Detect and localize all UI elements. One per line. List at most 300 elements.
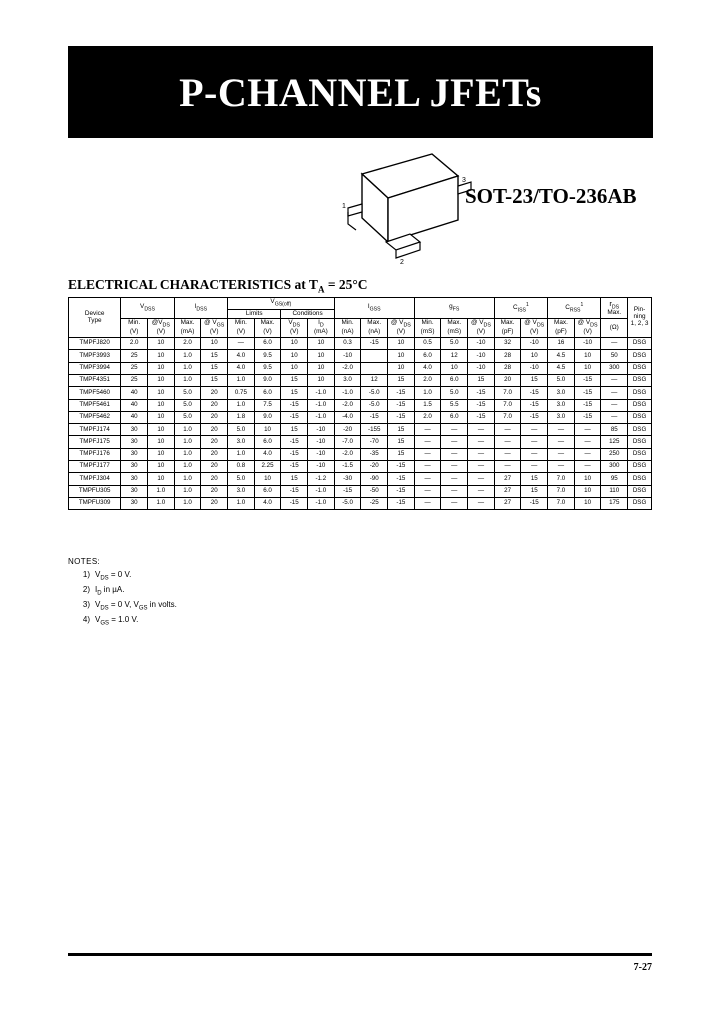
spec-cell: 4.5 bbox=[548, 350, 575, 362]
spec-cell: 40 bbox=[121, 411, 148, 423]
subheader-cell-16: Max. (pF) bbox=[548, 319, 575, 338]
header-ciss-sym: C bbox=[513, 303, 518, 311]
spec-cell: 10 bbox=[148, 338, 175, 350]
spec-cell: — bbox=[521, 436, 548, 448]
spec-cell: -15 bbox=[281, 461, 308, 473]
spec-cell: 110 bbox=[601, 485, 628, 497]
spec-cell: — bbox=[468, 497, 495, 509]
spec-cell: 10 bbox=[148, 436, 175, 448]
spec-cell: 10 bbox=[388, 350, 415, 362]
spec-cell: 1.0 bbox=[174, 461, 201, 473]
spec-cell: — bbox=[601, 399, 628, 411]
spec-cell: 7.0 bbox=[548, 485, 575, 497]
spec-cell: 6.0 bbox=[254, 387, 281, 399]
spec-cell: 16 bbox=[548, 338, 575, 350]
table-row bbox=[69, 399, 652, 411]
subheader-cell-6: $V_{DS}$ (V) bbox=[281, 319, 308, 338]
spec-cell: 10 bbox=[148, 362, 175, 374]
spec-cell: 7.0 bbox=[548, 473, 575, 485]
spec-cell: 10 bbox=[254, 473, 281, 485]
header-pinning bbox=[628, 298, 652, 338]
table-row bbox=[69, 374, 652, 386]
spec-cell: 5.0 bbox=[174, 411, 201, 423]
table-row bbox=[69, 485, 652, 497]
note-item-1 bbox=[68, 571, 177, 582]
spec-cell: -15 bbox=[574, 374, 601, 386]
spec-cell: -1.0 bbox=[334, 387, 361, 399]
spec-cell: 300 bbox=[601, 362, 628, 374]
device-type-cell: TMPF5460 bbox=[69, 387, 121, 399]
spec-cell: -15 bbox=[388, 485, 415, 497]
spec-cell: 1.0 bbox=[174, 424, 201, 436]
spec-cell: -15 bbox=[521, 387, 548, 399]
spec-cell: 5.0 bbox=[228, 424, 255, 436]
spec-cell: — bbox=[521, 424, 548, 436]
spec-cell: 9.0 bbox=[254, 411, 281, 423]
spec-cell: — bbox=[574, 448, 601, 460]
spec-cell: -15 bbox=[521, 497, 548, 509]
electrical-characteristics-table bbox=[68, 297, 652, 510]
spec-cell: — bbox=[601, 338, 628, 350]
subheader-cell-12: Max. (mS) bbox=[441, 319, 468, 338]
subheader-cell-15: @ $V_{DS}$ (V) bbox=[521, 319, 548, 338]
spec-cell: — bbox=[414, 485, 441, 497]
spec-cell: 20 bbox=[494, 374, 521, 386]
header-crss-sub: RSS bbox=[569, 307, 581, 314]
spec-cell: 12 bbox=[361, 374, 388, 386]
spec-cell: 5.0 bbox=[228, 473, 255, 485]
spec-cell: 10 bbox=[148, 411, 175, 423]
spec-cell: 10 bbox=[148, 448, 175, 460]
header-igss bbox=[334, 298, 414, 319]
table-header-row-3 bbox=[69, 319, 652, 338]
spec-cell: — bbox=[414, 436, 441, 448]
electrical-characteristics-table-wrap bbox=[68, 297, 652, 510]
spec-cell: 20 bbox=[201, 485, 228, 497]
spec-cell: 10 bbox=[388, 362, 415, 374]
spec-cell: 1.5 bbox=[414, 399, 441, 411]
spec-cell: 9.0 bbox=[254, 374, 281, 386]
spec-cell: — bbox=[414, 448, 441, 460]
spec-cell: 3.0 bbox=[228, 436, 255, 448]
spec-cell: 10 bbox=[148, 374, 175, 386]
spec-cell: 15 bbox=[521, 374, 548, 386]
spec-cell: — bbox=[441, 461, 468, 473]
subheader-cell-9: Max. (nA) bbox=[361, 319, 388, 338]
table-row bbox=[69, 497, 652, 509]
spec-cell: 10 bbox=[281, 350, 308, 362]
header-idss bbox=[174, 298, 227, 319]
table-row bbox=[69, 448, 652, 460]
spec-cell: — bbox=[414, 461, 441, 473]
spec-cell: — bbox=[468, 436, 495, 448]
spec-cell: -20 bbox=[334, 424, 361, 436]
spec-cell: 6.0 bbox=[441, 411, 468, 423]
spec-cell: 2.0 bbox=[174, 338, 201, 350]
header-pinning-l1: Pin- bbox=[633, 306, 646, 314]
table-row bbox=[69, 338, 652, 350]
spec-cell: 9.5 bbox=[254, 362, 281, 374]
spec-cell: — bbox=[521, 448, 548, 460]
spec-cell: — bbox=[468, 448, 495, 460]
pinning-cell: DSG bbox=[628, 424, 652, 436]
spec-cell: 30 bbox=[121, 448, 148, 460]
spec-cell: -10 bbox=[468, 338, 495, 350]
spec-cell: 1.0 bbox=[174, 473, 201, 485]
spec-cell bbox=[361, 350, 388, 362]
spec-cell: 30 bbox=[121, 473, 148, 485]
note-1-text: $V_{DS} = 0$ V. bbox=[95, 569, 132, 582]
spec-cell: 7.0 bbox=[494, 387, 521, 399]
spec-cell: 95 bbox=[601, 473, 628, 485]
spec-cell: -30 bbox=[334, 473, 361, 485]
pinning-cell: DSG bbox=[628, 411, 652, 423]
spec-cell: -90 bbox=[361, 473, 388, 485]
header-bvgss bbox=[121, 298, 174, 319]
header-gfs bbox=[414, 298, 494, 319]
spec-cell: — bbox=[468, 424, 495, 436]
spec-cell: 27 bbox=[494, 473, 521, 485]
spec-cell: 125 bbox=[601, 436, 628, 448]
pinning-cell: DSG bbox=[628, 374, 652, 386]
spec-cell: — bbox=[414, 497, 441, 509]
device-type-cell: TMPF5461 bbox=[69, 399, 121, 411]
header-rds-max: Max. bbox=[607, 309, 622, 317]
spec-cell: 15 bbox=[281, 387, 308, 399]
pin-3-number: 3 bbox=[462, 177, 466, 184]
device-type-cell: TMPFJ820 bbox=[69, 338, 121, 350]
spec-cell: 5.5 bbox=[441, 399, 468, 411]
spec-cell: -15 bbox=[281, 497, 308, 509]
section-heading bbox=[68, 277, 368, 295]
spec-cell: -15 bbox=[361, 338, 388, 350]
header-pinning-l3: 1, 2, 3 bbox=[630, 319, 649, 327]
note-item-2 bbox=[68, 586, 177, 597]
spec-cell: -1.0 bbox=[308, 485, 335, 497]
spec-cell: 6.0 bbox=[254, 485, 281, 497]
spec-cell: 6.0 bbox=[254, 436, 281, 448]
spec-cell: -20 bbox=[361, 461, 388, 473]
spec-cell: 1.8 bbox=[228, 411, 255, 423]
subheader-cell-0: Min. (V) bbox=[121, 319, 148, 338]
table-body bbox=[69, 338, 652, 510]
note-4-number: 4) bbox=[82, 614, 90, 624]
header-vgsoff bbox=[228, 298, 335, 310]
spec-cell: -2.0 bbox=[334, 399, 361, 411]
spec-cell: -10 bbox=[308, 436, 335, 448]
device-type-cell: TMPF3994 bbox=[69, 362, 121, 374]
spec-cell: 7.0 bbox=[548, 497, 575, 509]
spec-cell: -15 bbox=[574, 411, 601, 423]
spec-cell: -15 bbox=[281, 411, 308, 423]
spec-cell: 2.0 bbox=[121, 338, 148, 350]
spec-cell: -10 bbox=[308, 424, 335, 436]
subheader-cell-7: $I_D$ (mA) bbox=[308, 319, 335, 338]
spec-cell: 1.0 bbox=[148, 497, 175, 509]
spec-cell: -15 bbox=[521, 399, 548, 411]
spec-cell: — bbox=[574, 424, 601, 436]
header-crss bbox=[548, 298, 601, 319]
spec-cell: 7.0 bbox=[494, 399, 521, 411]
spec-cell: 30 bbox=[121, 485, 148, 497]
pinning-cell: DSG bbox=[628, 338, 652, 350]
spec-cell: 4.0 bbox=[254, 497, 281, 509]
spec-cell: 10 bbox=[521, 350, 548, 362]
header-rds-sub: DS bbox=[611, 303, 620, 310]
pinning-cell: DSG bbox=[628, 387, 652, 399]
pinning-cell: DSG bbox=[628, 399, 652, 411]
note-3-text: $V_{DS} = 0$ V, $V_{GS}$ in volts. bbox=[95, 599, 177, 612]
footer-rule bbox=[68, 953, 652, 956]
spec-cell: 3.0 bbox=[334, 374, 361, 386]
pinning-cell: DSG bbox=[628, 461, 652, 473]
spec-cell: 28 bbox=[494, 350, 521, 362]
table-row bbox=[69, 362, 652, 374]
spec-cell: 50 bbox=[601, 350, 628, 362]
header-gfs-sym: g bbox=[449, 302, 453, 310]
spec-cell: — bbox=[468, 485, 495, 497]
table-row bbox=[69, 411, 652, 423]
subheader-cell-13: @ $V_{DS}$ (V) bbox=[468, 319, 495, 338]
spec-cell: 25 bbox=[121, 362, 148, 374]
spec-cell: 32 bbox=[494, 338, 521, 350]
spec-cell: — bbox=[441, 497, 468, 509]
spec-cell: -1.0 bbox=[308, 411, 335, 423]
spec-cell: 20 bbox=[201, 387, 228, 399]
pinning-cell: DSG bbox=[628, 485, 652, 497]
device-type-cell: TMPFJ177 bbox=[69, 461, 121, 473]
spec-cell: 10 bbox=[281, 362, 308, 374]
spec-cell: 10 bbox=[148, 473, 175, 485]
header-bvgss-sym: V bbox=[140, 302, 145, 310]
package-illustration-area bbox=[340, 146, 660, 266]
spec-cell: -15 bbox=[388, 387, 415, 399]
spec-cell: 20 bbox=[201, 448, 228, 460]
header-crss-sym: C bbox=[565, 303, 570, 311]
spec-cell: 1.0 bbox=[174, 497, 201, 509]
spec-cell: -15 bbox=[388, 461, 415, 473]
spec-cell: 10 bbox=[574, 473, 601, 485]
header-idss-sub: DSS bbox=[196, 306, 208, 313]
spec-cell: — bbox=[548, 448, 575, 460]
spec-cell: — bbox=[228, 338, 255, 350]
spec-cell: 20 bbox=[201, 473, 228, 485]
spec-cell: 10 bbox=[574, 362, 601, 374]
spec-cell: — bbox=[521, 461, 548, 473]
header-device-line1: Device bbox=[84, 309, 105, 317]
header-vgsoff-conditions: Conditions bbox=[281, 309, 334, 319]
page-number: 7-27 bbox=[633, 962, 652, 973]
spec-cell: -10 bbox=[308, 448, 335, 460]
spec-cell: -5.0 bbox=[334, 497, 361, 509]
spec-cell: 9.5 bbox=[254, 350, 281, 362]
spec-cell: -70 bbox=[361, 436, 388, 448]
spec-cell: 40 bbox=[121, 387, 148, 399]
spec-cell: — bbox=[601, 387, 628, 399]
device-type-cell: TMPF3993 bbox=[69, 350, 121, 362]
notes-block bbox=[68, 558, 177, 626]
spec-cell: 10 bbox=[148, 424, 175, 436]
spec-cell: 10 bbox=[388, 338, 415, 350]
table-row bbox=[69, 461, 652, 473]
spec-cell: 5.0 bbox=[441, 338, 468, 350]
spec-cell: 1.0 bbox=[228, 374, 255, 386]
spec-cell: -15 bbox=[361, 411, 388, 423]
spec-cell: 15 bbox=[521, 485, 548, 497]
note-1-number: 1) bbox=[82, 569, 90, 579]
spec-cell: 40 bbox=[121, 399, 148, 411]
spec-cell: 0.5 bbox=[414, 338, 441, 350]
spec-cell: -1.0 bbox=[308, 497, 335, 509]
page-title-banner bbox=[68, 46, 653, 138]
spec-cell: -15 bbox=[388, 473, 415, 485]
spec-cell: 7.0 bbox=[494, 411, 521, 423]
spec-cell: 30 bbox=[121, 497, 148, 509]
header-ciss-sub: ISS bbox=[517, 307, 527, 314]
subheader-cell-11: Min. (mS) bbox=[414, 319, 441, 338]
spec-cell: — bbox=[494, 448, 521, 460]
spec-cell: 20 bbox=[201, 424, 228, 436]
spec-cell: 15 bbox=[521, 473, 548, 485]
spec-cell: 4.0 bbox=[228, 362, 255, 374]
spec-cell: 15 bbox=[388, 424, 415, 436]
subheader-cell-3: @ $V_{GS}$ (V) bbox=[201, 319, 228, 338]
spec-cell: 6.0 bbox=[441, 374, 468, 386]
spec-cell: 10 bbox=[254, 424, 281, 436]
spec-cell: 1.0 bbox=[174, 436, 201, 448]
spec-cell: — bbox=[441, 473, 468, 485]
device-type-cell: TMPFU309 bbox=[69, 497, 121, 509]
subheader-cell-18: (Ω) bbox=[601, 319, 628, 338]
spec-cell bbox=[361, 362, 388, 374]
spec-cell: -15 bbox=[281, 448, 308, 460]
spec-cell: -10 bbox=[521, 362, 548, 374]
spec-cell: -15 bbox=[281, 436, 308, 448]
spec-cell: 0.3 bbox=[334, 338, 361, 350]
spec-cell: 1.0 bbox=[148, 485, 175, 497]
spec-cell: 10 bbox=[148, 387, 175, 399]
spec-cell: 25 bbox=[121, 350, 148, 362]
spec-cell: 15 bbox=[281, 473, 308, 485]
spec-cell: -10 bbox=[334, 350, 361, 362]
note-3-number: 3) bbox=[82, 599, 90, 609]
spec-cell: 10 bbox=[308, 350, 335, 362]
device-type-cell: TMPFJ176 bbox=[69, 448, 121, 460]
header-device bbox=[69, 298, 121, 338]
spec-cell: — bbox=[441, 436, 468, 448]
spec-cell: 15 bbox=[468, 374, 495, 386]
spec-cell: 10 bbox=[308, 374, 335, 386]
spec-cell: 10 bbox=[148, 399, 175, 411]
spec-cell: 250 bbox=[601, 448, 628, 460]
spec-cell: -1.0 bbox=[308, 399, 335, 411]
header-rds-sym: r bbox=[609, 298, 612, 308]
device-type-cell: TMPFU305 bbox=[69, 485, 121, 497]
table-row bbox=[69, 473, 652, 485]
spec-cell: — bbox=[441, 485, 468, 497]
spec-cell: — bbox=[494, 436, 521, 448]
spec-cell: 175 bbox=[601, 497, 628, 509]
subheader-cell-8: Min. (nA) bbox=[334, 319, 361, 338]
subheader-cell-17: @ $V_{DS}$ (V) bbox=[574, 319, 601, 338]
spec-cell: -4.0 bbox=[334, 411, 361, 423]
subheader-cell-10: @ $V_{DS}$ (V) bbox=[388, 319, 415, 338]
spec-cell: 10 bbox=[281, 338, 308, 350]
spec-cell: 2.25 bbox=[254, 461, 281, 473]
spec-cell: — bbox=[574, 436, 601, 448]
header-ciss bbox=[494, 298, 547, 319]
spec-cell: 0.8 bbox=[228, 461, 255, 473]
spec-cell: — bbox=[441, 448, 468, 460]
spec-cell: -2.0 bbox=[334, 362, 361, 374]
note-2-text: $I_D$ in µA. bbox=[95, 584, 125, 597]
device-type-cell: TMPFJ174 bbox=[69, 424, 121, 436]
notes-title: NOTES: bbox=[68, 557, 101, 566]
spec-cell: 20 bbox=[201, 411, 228, 423]
spec-cell: — bbox=[548, 461, 575, 473]
spec-cell: -10 bbox=[468, 362, 495, 374]
spec-cell: 3.0 bbox=[548, 387, 575, 399]
note-4-text: $V_{GS} = 1.0$ V. bbox=[95, 614, 139, 627]
spec-cell: — bbox=[574, 461, 601, 473]
spec-cell: — bbox=[494, 461, 521, 473]
header-ciss-note: 1 bbox=[526, 301, 529, 308]
spec-cell: 30 bbox=[121, 436, 148, 448]
spec-cell: 12 bbox=[441, 350, 468, 362]
spec-cell: 10 bbox=[308, 362, 335, 374]
spec-cell: 25 bbox=[121, 374, 148, 386]
spec-cell: — bbox=[468, 473, 495, 485]
pin-1-number: 1 bbox=[342, 203, 346, 210]
spec-cell: 5.0 bbox=[174, 387, 201, 399]
spec-cell: -15 bbox=[574, 399, 601, 411]
pinning-cell: DSG bbox=[628, 448, 652, 460]
subheader-cell-2: Max. (mA) bbox=[174, 319, 201, 338]
device-type-cell: TMPF5462 bbox=[69, 411, 121, 423]
spec-cell: -15 bbox=[521, 411, 548, 423]
spec-cell: -15 bbox=[334, 485, 361, 497]
spec-cell: 20 bbox=[201, 399, 228, 411]
section-heading-sub: A bbox=[317, 284, 325, 295]
spec-cell: 5.0 bbox=[441, 387, 468, 399]
pinning-cell: DSG bbox=[628, 497, 652, 509]
spec-cell: — bbox=[414, 473, 441, 485]
page-title: P-CHANNEL JFETs bbox=[179, 69, 542, 115]
section-heading-prefix: ELECTRICAL CHARACTERISTICS at T bbox=[68, 277, 318, 292]
header-bvgss-sub: DSS bbox=[144, 306, 155, 313]
spec-cell: 4.0 bbox=[414, 362, 441, 374]
device-type-cell: TMPF4351 bbox=[69, 374, 121, 386]
spec-cell: 15 bbox=[281, 424, 308, 436]
spec-cell: 3.0 bbox=[548, 399, 575, 411]
spec-cell: 5.0 bbox=[548, 374, 575, 386]
spec-cell: -15 bbox=[468, 399, 495, 411]
note-item-4 bbox=[68, 616, 177, 627]
spec-cell: 1.0 bbox=[174, 485, 201, 497]
spec-cell: — bbox=[548, 436, 575, 448]
section-heading-suffix: = 25°C bbox=[324, 277, 368, 292]
spec-cell: 6.0 bbox=[254, 338, 281, 350]
spec-cell: 10 bbox=[308, 338, 335, 350]
header-pinning-l2: ning bbox=[633, 313, 646, 321]
spec-cell: 15 bbox=[201, 374, 228, 386]
spec-cell: 20 bbox=[201, 461, 228, 473]
spec-cell: -15 bbox=[388, 497, 415, 509]
spec-cell: — bbox=[414, 424, 441, 436]
subheader-cell-5: Max. (V) bbox=[254, 319, 281, 338]
spec-cell: — bbox=[468, 461, 495, 473]
header-vgsoff-sub: GS(off) bbox=[274, 301, 292, 308]
